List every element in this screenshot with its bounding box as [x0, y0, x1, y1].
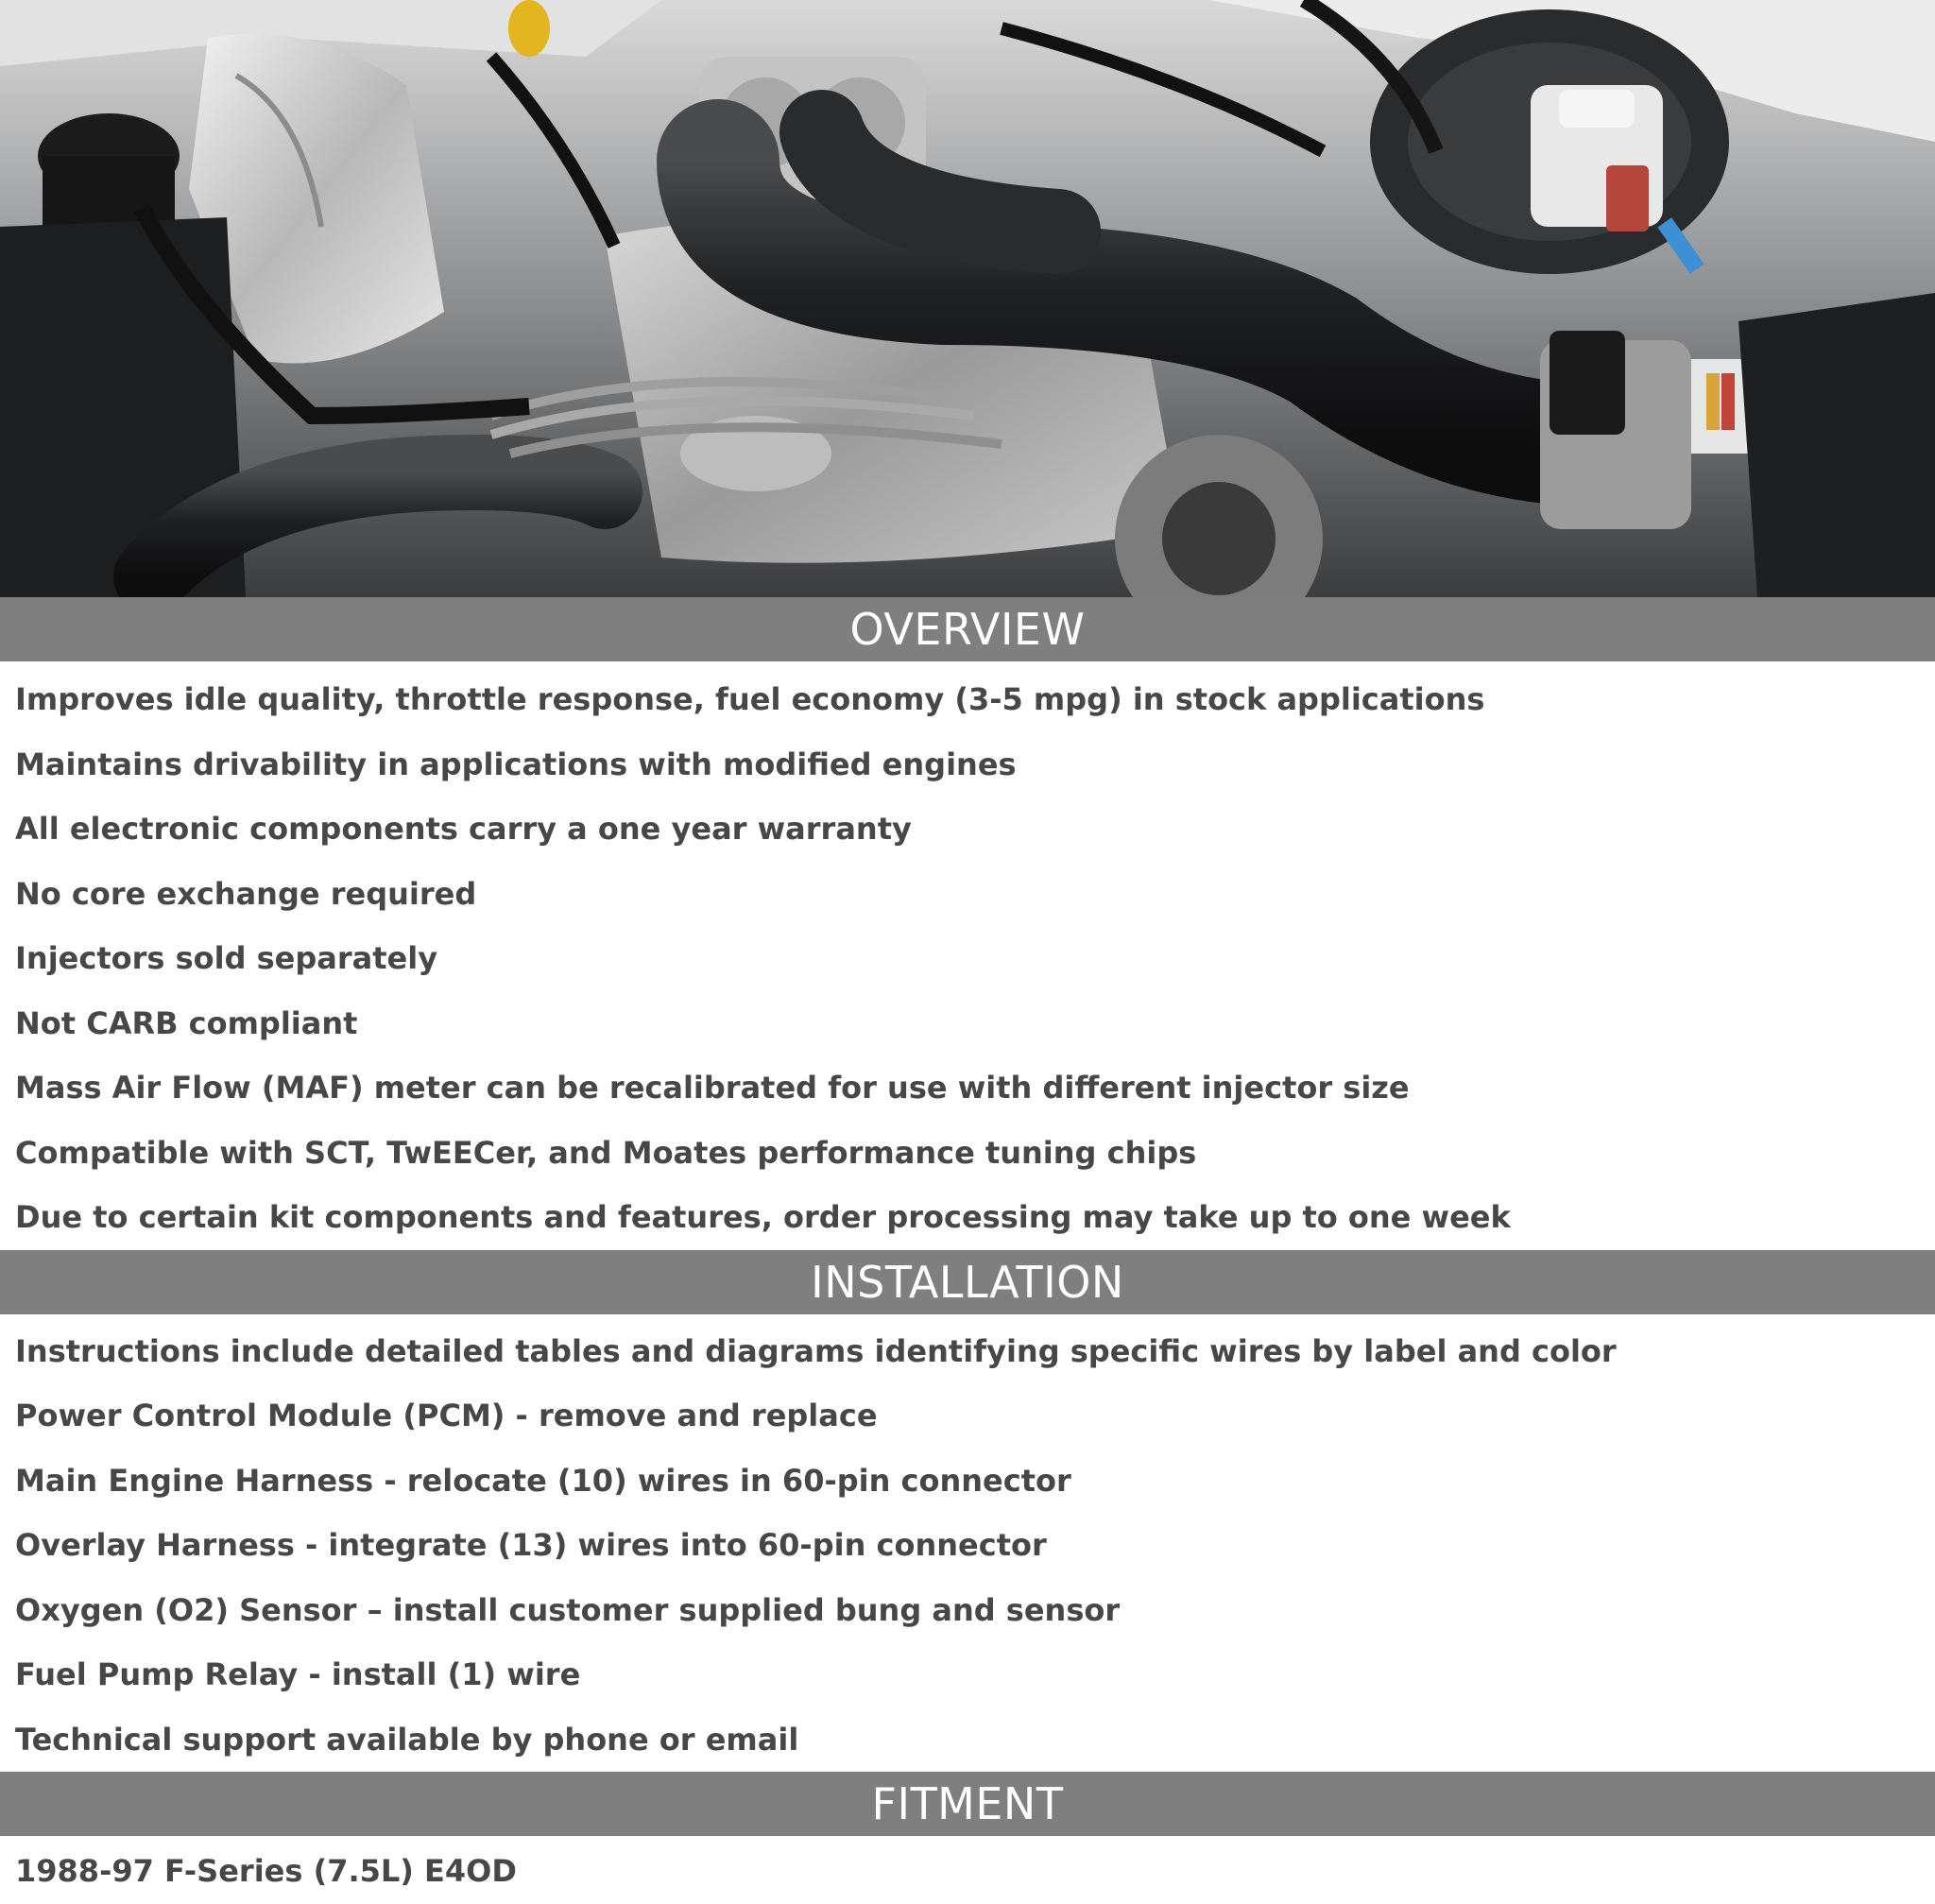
installation-header: INSTALLATION	[0, 1250, 1935, 1314]
list-item: Oxygen (O2) Sensor – install customer supplied bung and sensor	[15, 1591, 1121, 1628]
list-item: All electronic components carry a one year warranty	[15, 811, 912, 847]
list-item: Due to certain kit components and features, order processing may take up to one week	[15, 1199, 1511, 1235]
list-item: Main Engine Harness - relocate (10) wires in 60-pin connector	[15, 1462, 1071, 1499]
list-item: Improves idle quality, throttle response, fuel economy (3-5 mpg) in stock applications	[15, 681, 1485, 717]
list-item: Technical support available by phone or email	[15, 1721, 799, 1758]
list-item: 1988-97 F-Series (7.5L) E4OD	[15, 1853, 517, 1889]
list-item: Not CARB compliant	[15, 1004, 358, 1041]
installation-list	[0, 1319, 1935, 1773]
list-item: Compatible with SCT, TwEECer, and Moates performance tuning chips	[15, 1134, 1197, 1171]
list-item: Injectors sold separately	[15, 940, 438, 976]
list-item: Mass Air Flow (MAF) meter can be recalibrated for use with different injector size	[15, 1070, 1410, 1106]
list-item: Power Control Module (PCM) - remove and replace	[15, 1398, 878, 1433]
fitment-header: FITMENT	[0, 1772, 1935, 1836]
overview-list	[0, 667, 1935, 1250]
list-item: No core exchange required	[15, 875, 477, 912]
list-item: Overlay Harness - integrate (13) wires into 60-pin connector	[15, 1527, 1047, 1563]
engine-bay-illustration	[0, 0, 1935, 597]
overview-header: OVERVIEW	[0, 597, 1935, 661]
engine-bay-photo	[0, 0, 1935, 597]
fitment-list	[0, 1839, 1935, 1904]
list-item: Maintains drivability in applications with modified engines	[15, 746, 1017, 782]
list-item: Fuel Pump Relay - install (1) wire	[15, 1656, 581, 1692]
list-item: Instructions include detailed tables and diagrams identifying specific wires by label and color	[15, 1332, 1617, 1369]
